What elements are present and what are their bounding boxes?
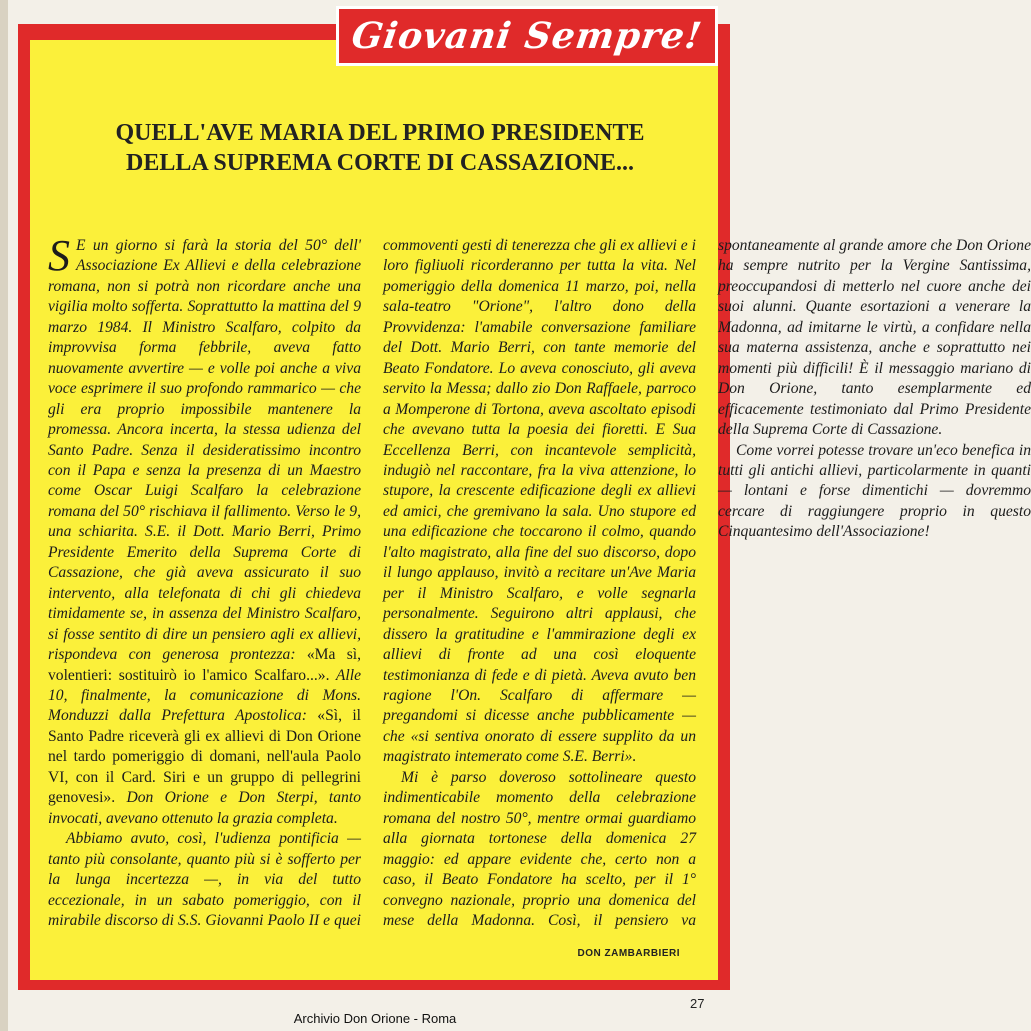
archive-watermark: Archivio Don Orione - Roma	[293, 1011, 457, 1026]
article-headline	[60, 118, 700, 178]
paragraph-4: Come vorrei potesse trovare un'eco benefica in tutti gli antichi allievi, particolarmente in quanti — lontani e forse dimentichi — dovremmo cercare di raggiungere proprio in questo Cinquantesimo dell'Associazione!	[718, 441, 1031, 541]
drop-cap: S	[48, 231, 70, 280]
page-edge	[0, 0, 8, 1031]
paragraph-3: Mi è parso doveroso sottolineare questo indimenticabile momento della celebrazione romana del nostro 50°, mentre ormai guardiamo alla giornata tortonese della domenica 27 maggio: ed appare evidente che, certo non a caso, il Beato Fondatore ha scelto, per il 1° convegno nazionale, proprio una domenica del mese della Madonna. Così, il pensiero va spontaneamente al grande amore che Don Orione ha sempre nutrito per la Vergine Santissima, preoccupandosi di metterlo nel cuore anche dei suoi alunni. Quante esortazioni a venerare la Madonna, ad imitarne le virtù, a confidare nella sua materna assistenza, anche e soprattutto nei momenti più difficili! È il messaggio mariano di Don Orione, tanto esemplarmente ed efficacemente testimoniato dal Primo Presidente della Suprema Corte di Cassazione.	[383, 237, 1031, 929]
paragraph-1-text-a: E un giorno si farà la storia del 50° dell' Associazione Ex Allievi e della celebrazione romana, non si potrà non ricordare anche una vigilia molto sofferta. Soprattutto la mattina del 9 marzo 1984. Il Ministro Scalfaro, colpito da improvvisa forma febbrile, aveva fatto nuovamente avvertire — e volle poi anche a viva voce esprimere il suo profondo rammarico — che gli era proprio impossibile mantenere la promessa. Ancora incerta, la stessa udienza del Santo Padre. Senza il desideratissimo incontro con il Papa e senza la presenza di un Maestro come Oscar Luigi Scalfaro la celebrazione romana del 50° rischiava il fallimento. Verso le 9, una schiarita. S.E. il Dott. Mario Berri, Primo Presidente Emerito della Suprema Corte di Cassazione, che già aveva assicurato il suo intervento, alla telefonata di chi gli chiedeva timidamente se, in assenza del Ministro Scalfaro, si fosse sentito di dire un pensiero agli ex allievi, rispondeva con generosa prontezza:	[48, 237, 361, 664]
banner-title: Giovani Sempre!	[349, 15, 705, 57]
paragraph-1-text-c: Don Orione e Don Sterpi, tanto invocati, avevano ottenuto la grazia completa.	[48, 789, 361, 827]
headline-line-2: DELLA SUPREMA CORTE DI CASSAZIONE...	[126, 150, 634, 176]
author-signature: DON ZAMBARBIERI	[577, 948, 680, 959]
berri-quote: «Ma sì, volentieri: sostituirò io l'amico Scalfaro...».	[48, 646, 361, 684]
paragraph-2: Abbiamo avuto, così, l'udienza pontificia — tanto più consolante, quanto più si è sofferto per la lunga incertezza —, in via del tutto eccezionale, in un sabato pomeriggio, con il mirabile discorso di S.S. Giovanni Paolo II e quei commoventi gesti di tenerezza che gli ex allievi e i loro figliuoli ricorderanno per tutta la vita. Nel pomeriggio della domenica 11 marzo, poi, nella sala-teatro "Orione", l'altro dono della Provvidenza: l'amabile conversazione familiare del Dott. Mario Berri, con tante memorie del Beato Fondatore. Lo aveva conosciuto, gli aveva servito la Messa; dallo zio Don Raffaele, parroco a Momperone di Tortona, aveva ascoltato episodi che avevano tutta la poesia dei fioretti. E Sua Eccellenza Berri, con incantevole semplicità, indugiò nel raccontare, fra la viva attenzione, lo stupore, la crescente edificazione degli ex allievi ed amici, che gremivano la sala. Uno stupore ed una edificazione che toccarono il colmo, quando l'alto magistrato, alla fine del suo discorso, dopo il lungo applauso, invitò a recitare un'Ave Maria per il Ministro Scalfaro, e volle segnarla personalmente. Seguirono altri applausi, che dissero la gratitudine e l'ammirazione degli ex allievi di fronte ad una così eloquente testimonianza di fede e di pietà. Aveva avuto ben ragione l'On. Scalfaro di affermare — pregandomi si dicesse anche pubblicamente — che «si sentiva onorato di essere supplito da un magistrato intemerato come S.E. Berri».	[48, 237, 696, 929]
paragraph-1	[48, 231, 361, 829]
paragraph-1-text-b: Alle 10, finalmente, la comunicazione di Mons. Monduzzi dalla Prefettura Apostolica:	[48, 666, 361, 725]
headline-line-1: QUELL'AVE MARIA DEL PRIMO PRESIDENTE	[115, 120, 645, 146]
section-banner	[336, 6, 718, 66]
article-body	[48, 231, 1031, 946]
prefettura-quote: «Sì, il Santo Padre riceverà gli ex allievi di Don Orione nel tardo pomeriggio di domani, nell'aula Paolo VI, con il Card. Siri e un gruppo di pellegrini genovesi».	[48, 707, 361, 807]
page-number: 27	[690, 996, 705, 1011]
